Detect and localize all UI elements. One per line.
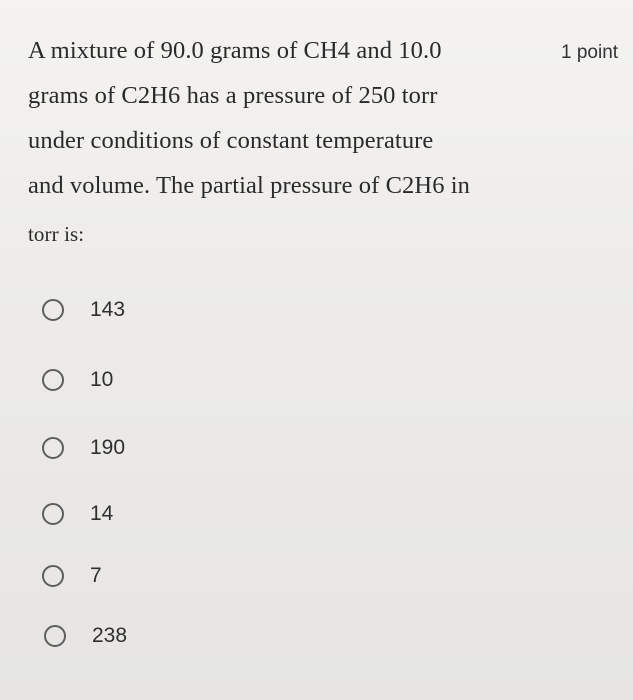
- option-label: 190: [90, 436, 126, 459]
- question-line: and volume. The partial pressure of C2H6 in: [28, 172, 471, 199]
- answer-option-7[interactable]: [42, 556, 102, 596]
- question-line: torr is:: [28, 222, 85, 246]
- option-label: 143: [90, 298, 126, 321]
- question-line: under conditions of constant temperature: [28, 127, 434, 154]
- option-label: 238: [92, 624, 128, 647]
- option-label: 7: [90, 564, 102, 587]
- radio-button[interactable]: [44, 625, 66, 647]
- radio-button[interactable]: [42, 437, 64, 459]
- radio-button[interactable]: [42, 503, 64, 525]
- question-line: A mixture of 90.0 grams of CH4 and 10.0: [28, 37, 442, 64]
- answer-option-143[interactable]: [42, 290, 125, 330]
- answer-option-190[interactable]: [42, 428, 125, 468]
- answer-option-14[interactable]: [42, 494, 113, 534]
- radio-button[interactable]: [42, 369, 64, 391]
- answer-option-238[interactable]: [44, 616, 127, 656]
- points-label: 1 point: [561, 42, 619, 63]
- question-line: grams of C2H6 has a pressure of 250 torr: [28, 82, 438, 109]
- option-label: 10: [90, 368, 114, 391]
- option-label: 14: [90, 502, 114, 525]
- radio-button[interactable]: [42, 299, 64, 321]
- radio-button[interactable]: [42, 565, 64, 587]
- answer-option-10[interactable]: [42, 360, 113, 400]
